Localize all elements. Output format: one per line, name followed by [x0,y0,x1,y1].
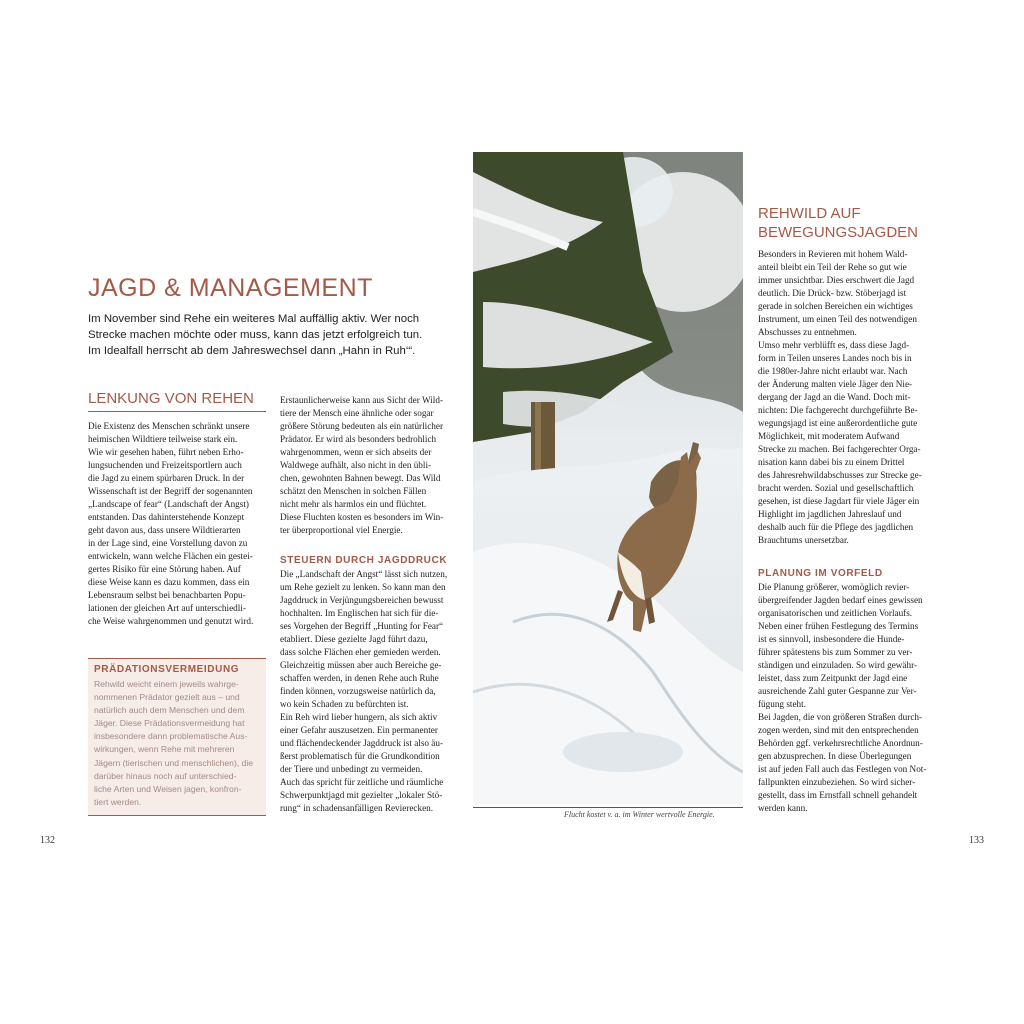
text-line: Highlight im jagdlichen Jahreslauf und [758,509,902,519]
text-line: nisation kann dabei bis zu einem Drittel [758,457,905,467]
box-top-rule [88,658,266,659]
text-line: nommenen Prädator gezielt aus – und [94,692,240,703]
text-line: „Landscape of fear“ (Landschaft der Angst) [88,499,249,509]
text-line: wirkungen, wenn Rehe mit mehreren [94,744,235,755]
subheading-steuern: STEUERN DURCH JAGDDRUCK [280,555,448,566]
text-line: entwickeln, wann welche Flächen ein gestei- [88,551,253,561]
text-line: gertes Risiko für eine Störung haben. Auf [88,564,241,574]
text-line: dergang der Jagd an die Wand. Doch mit- [758,392,911,402]
text-line: etabliert. Diese gezielte Jagd führt dazu, [280,634,428,644]
text-line: entstanden. Das dahinterstehende Konzept [88,512,245,522]
text-line: deshalb auch für die Pflege des jagdlichen [758,522,914,532]
text-line: Strecke machen möchte oder muss, kann das jetzt erfolgreich tun. [88,329,423,341]
text-line: anteil bleibt ein Teil der Rehe so gut wie [758,262,907,272]
caption-rule [473,807,743,808]
column-3-text-b [758,581,958,815]
text-line: Schwerpunktjagd mit gezielter „lokaler Stö- [280,790,443,800]
text-line: gestellt, dass im Ernstfall schnell gehandelt [758,790,918,800]
text-line: der Tiere und unbedingt zu vermeiden. [280,764,423,774]
deer-in-snow-photo [473,152,743,804]
text-line: geht davon aus, dass unsere Wildtierarten [88,525,241,535]
text-line: Jagddruck in Verjüngungsbereichen bewusst [280,595,444,605]
text-line: einer Gefahr auszusetzen. Ein permanenter [280,725,438,735]
text-line: gesehen, ist diese Jagdart für viele Jäger ein [758,496,920,506]
text-line: fallpunkten einzubeziehen. So wird sicher- [758,777,916,787]
text-line: werden kann. [758,803,808,813]
text-line: Lebensraum selbst bei benachbarten Popu- [88,590,246,600]
text-line: ter überproportional viel Energie. [280,525,403,535]
text-line: Brauchtums unersetzbar. [758,535,849,545]
text-line: dass solche Flächen eher gemieden werden. [280,647,441,657]
text-line: führer spätestens bis zum Sommer zu ver- [758,647,913,657]
text-line: leistet, dass zum Zeitpunkt der Jagd eine [758,673,908,683]
text-line: ßerst problematisch für die Grundkondition [280,751,440,761]
text-line: Diese Fluchten kosten es besonders im Win- [280,512,444,522]
text-line: um Rehe gezielt zu lenken. So kann man den [280,582,446,592]
text-line: finden können, vorzugsweise natürlich da, [280,686,436,696]
subheading-planung: PLANUNG IM VORFELD [758,568,883,579]
text-line: lungsuchenden und Freizeitsportlern auch [88,460,242,470]
text-line: Rehwild weicht einem jeweils wahrge- [94,679,239,689]
text-line: Ein Reh wird lieber hungern, als sich aktiv [280,712,438,722]
text-line: organisatorischen und zeitlichen Vorlaufs. [758,608,913,618]
page-number-right: 133 [969,835,984,846]
text-line: wo kein Schaden zu befürchten ist. [280,699,409,709]
text-line: Im Idealfall herrscht ab dem Jahreswechsel dann „Hahn in Ruh‘“. [88,345,416,357]
text-line: che Weise wahrgenommen und genutzt wird. [88,616,254,626]
column-1-text [88,420,268,628]
section-heading-rehwild-line2: BEWEGUNGSJAGDEN [758,224,919,241]
text-line: hochhalten. Im Englischen hat sich für die- [280,608,439,618]
text-line: ausreichende Zahl guter Gespanne zur Ver- [758,686,917,696]
box-heading: PRÄDATIONSVERMEIDUNG [94,664,240,675]
text-line: Möglichkeit, mit moderatem Aufwand [758,431,900,441]
text-line: die 1980er-Jahre nicht erlaubt war. Nach [758,366,908,376]
text-line: zogen werden, sind mit den entsprechenden [758,725,919,735]
text-line: Umso mehr verblüfft es, dass diese Jagd- [758,340,910,350]
box-text [94,678,264,809]
section-rule [88,411,266,412]
text-line: tiere der Mensch eine ähnliche oder sogar [280,408,434,418]
text-line: Neben einer frühen Festlegung des Termins [758,621,919,631]
text-line: Abschusses zu entnehmen. [758,327,857,337]
text-line: Behörden ggf. verkehrsrechtliche Anordnun- [758,738,923,748]
text-line: fügung steht. [758,699,806,709]
text-line: ist auf jeden Fall auch das Festlegen von Not- [758,764,927,774]
intro-text [88,311,448,359]
text-line: ständigen und einzuladen. So wird gewähr- [758,660,918,670]
text-line: Wissenschaft ist der Begriff der sogenannten [88,486,253,496]
text-line: Die „Landschaft der Angst“ lässt sich nutzen, [280,569,448,579]
page-title: JAGD & MANAGEMENT [88,274,373,302]
text-line: Jägern (tierischen und menschlichen), die [94,757,254,768]
text-line: des Jahresrehwildabschusses zur Strecke ge- [758,470,922,480]
text-line: der Änderung malten viele Jäger den Nie- [758,379,913,389]
text-line: liche Arten und Weisen jagen, konfron- [94,783,242,794]
text-line: Gleichzeitig müssen aber auch Bereiche ge- [280,660,442,670]
text-line: rung“ in schadensanfälligen Revierecken. [280,803,434,813]
photo-caption: Flucht kostet v. a. im Winter wertvolle Energie. [564,810,715,819]
text-line: wegungsjagd ist eine außerordentliche gute [758,418,918,428]
text-line: heimischen Wildtiere teilweise stark ein. [88,434,238,444]
text-line: Die Existenz des Menschen schränkt unsere [88,421,250,431]
text-line: nichten: Die fachgerecht durchgeführte Be- [758,405,918,415]
text-line: in der Lage sind, eine Vorstellung davon zu [88,538,248,548]
page-number-left: 132 [40,835,55,846]
text-line: Bei Jagden, die von größeren Straßen durch- [758,712,923,722]
text-line: schaffen werden, in denen Rehe auch Ruhe [280,673,439,683]
text-line: tiert werden. [94,796,142,807]
text-line: Die Planung größerer, womöglich revier- [758,582,910,592]
text-line: ist es sinnvoll, insbesondere die Hunde- [758,634,905,644]
text-line: die Jagd zu einem spürbaren Druck. In der [88,473,245,483]
text-line: Im November sind Rehe ein weiteres Mal auffällig aktiv. Wer noch [88,313,420,325]
text-line: deutlich. Die Drück- bzw. Stöberjagd ist [758,288,907,298]
box-bottom-rule [88,815,266,816]
column-2-text-b [280,568,460,815]
text-line: Besonders in Revieren mit hohem Wald- [758,249,908,259]
text-line: immer unsichtbar. Dies erschwert die Jagd [758,275,915,285]
column-2-text-a [280,394,460,537]
column-3-text-a [758,248,958,547]
text-line: natürlich auch dem Menschen und dem [94,705,245,716]
text-line: Erstaunlicherweise kann aus Sicht der Wild- [280,395,444,405]
text-line: gerade in solchen Bereichen ein wichtiges [758,301,913,311]
text-line: Instrument, um einen Teil des notwendigen [758,314,917,324]
text-line: darüber hinaus noch auf unterschied- [94,770,237,781]
text-line: nicht mehr als harmlos ein und flüchtet. [280,499,427,509]
text-line: Waldwege aufhält, also nicht in den übli- [280,460,432,470]
text-line: Prädator. Er wird als besonders bedrohlich [280,434,437,444]
text-line: wahrgenommen, wenn er sich abseits der [280,447,432,457]
text-line: bracht werden. Sozial und gesellschaftlich [758,483,914,493]
text-line: und flächendeckender Jagddruck ist also äu- [280,738,444,748]
text-line: schätzt den Menschen in solchen Fällen [280,486,427,496]
text-line: Strecke zu machen. Bei fachgerechter Orga- [758,444,921,454]
text-line: insbesondere dann problematische Aus- [94,731,248,742]
text-line: übergreifender Jagden bedarf eines gewissen [758,595,923,605]
text-line: diese Weise kann es dazu kommen, dass ein [88,577,250,587]
text-line: Wie wir gesehen haben, führt neben Erho- [88,447,244,457]
text-line: ses Vorgehen der Begriff „Hunting for Fear“ [280,621,444,631]
section-heading-rehwild-line1: REHWILD AUF [758,205,861,222]
text-line: größere Störung bedeuten als ein natürlicher [280,421,444,431]
text-line: Jäger. Diese Prädationsvermeidung hat [94,718,245,729]
text-line: gen abzusprechen. In diese Überlegungen [758,751,912,761]
text-line: chen, gewohnten Bahnen bewegt. Das Wild [280,473,441,483]
section-heading-lenkung: LENKUNG VON REHEN [88,390,254,407]
text-line: form in Teilen unseres Landes noch bis in [758,353,912,363]
sidebar-box-praedation [88,658,266,816]
text-line: lationen der gleichen Art auf unterschiedli- [88,603,246,613]
text-line: Auch das spricht für zeitliche und räumliche [280,777,444,787]
